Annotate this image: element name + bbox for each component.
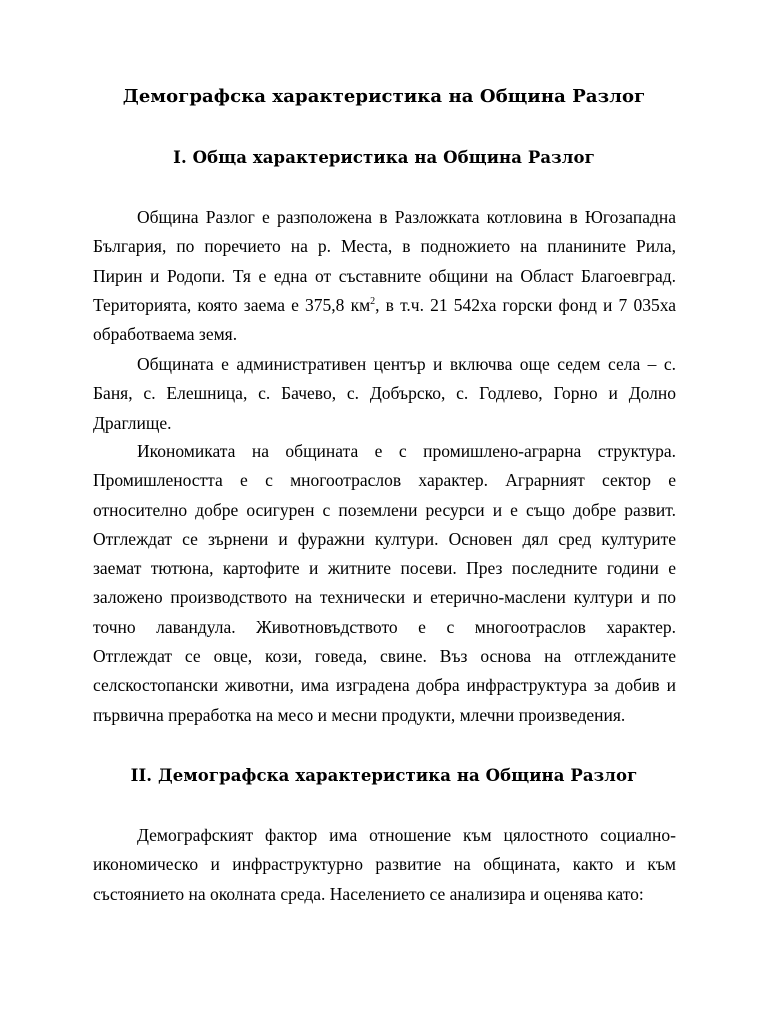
text-line: Промишлеността е с многоотраслов характер. Аграрният сектор е — [93, 470, 676, 491]
text-line: заемат тютюна, картофите и житните посеви. През последните години е — [93, 558, 676, 579]
text-line: селскостопански животни, има изградена добра инфраструктура за добив и — [93, 675, 676, 696]
text-line: България, по поречието на р. Места, в подножието на планините Рила, — [93, 236, 676, 257]
paragraph-location — [93, 203, 676, 349]
text-line: икономическо и инфраструктурно развитие на общината, както и към — [93, 854, 676, 875]
text-line: Пирин и Родопи. Тя е една от съставните общини на Област Благоевград. — [93, 265, 676, 286]
text-line-part: , в т.ч. 21 542ха горски фонд и 7 035ха — [375, 294, 676, 315]
paragraph-demographic-factor — [93, 821, 676, 909]
paragraph-economy — [93, 437, 676, 730]
text-line: състоянието на околната среда. Населението се анализира и оценява като: — [93, 883, 644, 904]
text-line: заложено производството на технически и етерично-маслени култури и по — [93, 587, 676, 608]
text-line: Общината е административен център и включва още седем села – с. — [137, 354, 676, 374]
text-line: Икономиката на общината е с промишлено-аграрна структура. — [137, 441, 676, 461]
document-title: Демографска характеристика на Община Разлог — [122, 86, 646, 107]
text-line: обработваема земя. — [93, 324, 238, 345]
text-line: относително добре осигурен с поземлени ресурси и е също добре развит. — [93, 499, 676, 520]
text-line: Отглеждат се овце, кози, говеда, свине. Въз основа на отглежданите — [93, 646, 676, 667]
paragraph-villages — [93, 350, 676, 438]
superscript: 2 — [370, 295, 376, 307]
text-line: Драглище. — [93, 412, 172, 433]
text-line — [93, 291, 676, 320]
section-heading-demographic: II. Демографска характеристика на Община Разлог — [130, 766, 638, 785]
text-line: Отглеждат се зърнени и фуражни култури. Основен дял сред културите — [93, 528, 676, 549]
text-line: точно лавандула. Животновъдството е с многоотраслов характер. — [93, 616, 676, 637]
text-line-part: Територията, която заема е 375,8 км — [93, 294, 371, 315]
text-line: Баня, с. Елешница, с. Бачево, с. Добърско, с. Годлево, Горно и Долно — [93, 383, 676, 404]
section-heading-general: I. Обща характеристика на Община Разлог — [173, 148, 595, 167]
text-line: Община Разлог е разположена в Разложката котловина в Югозападна — [137, 207, 676, 227]
text-line: първична преработка на месо и месни продукти, млечни произведения. — [93, 704, 626, 725]
text-line: Демографският фактор има отношение към цялостното социално- — [137, 825, 676, 845]
